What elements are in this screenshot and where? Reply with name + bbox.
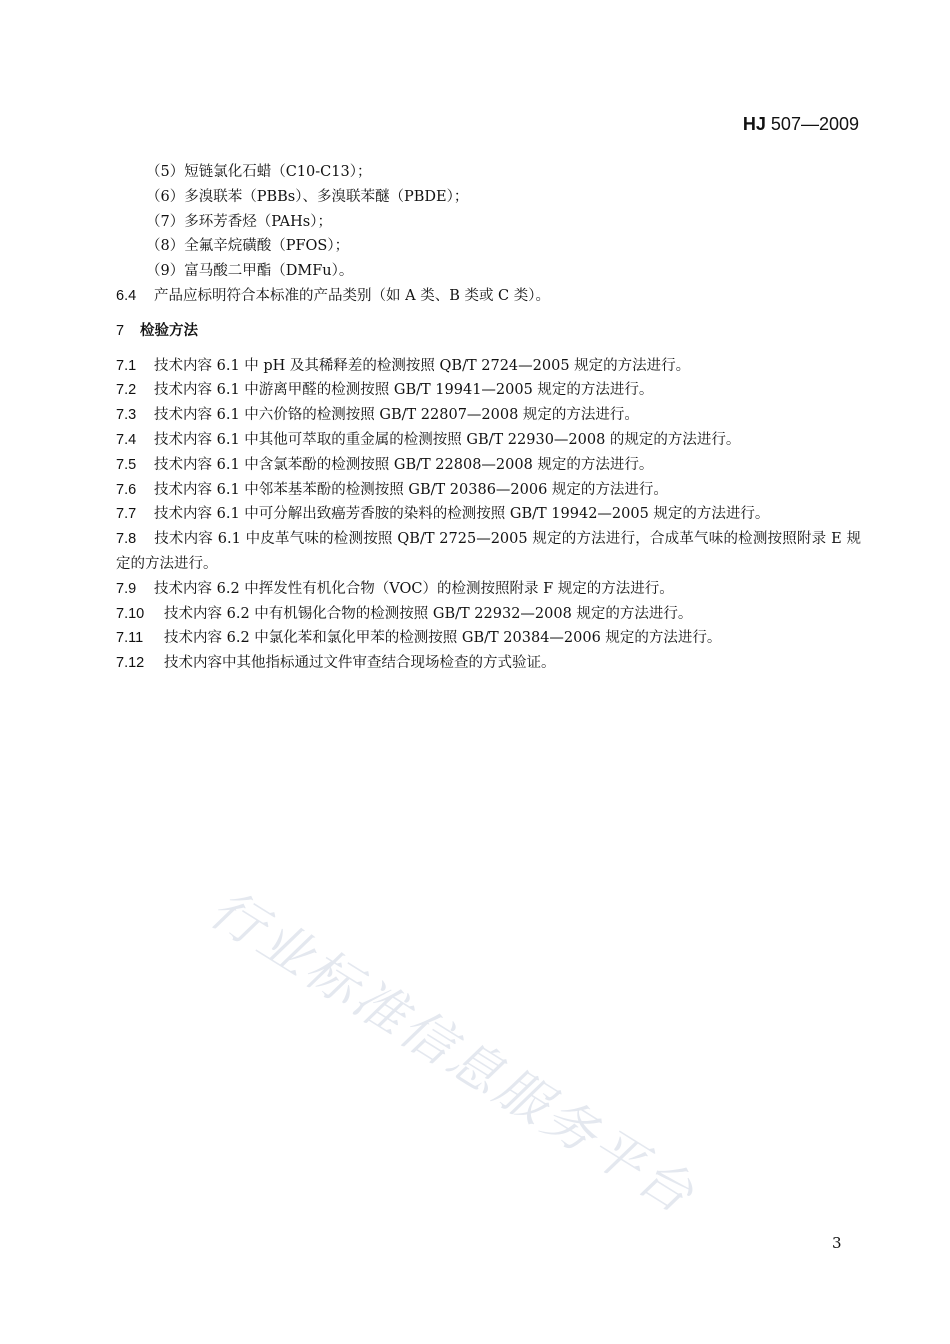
page-number: 3 [832, 1234, 842, 1252]
page-body [116, 160, 861, 676]
clause-7-8 [116, 527, 861, 577]
clause-6-4 [116, 284, 861, 309]
clause-7-11 [116, 626, 861, 651]
clause-number: 7.4 [116, 431, 137, 448]
list-item: （7）多环芳香烃（PAHs）； [146, 213, 332, 230]
clause-number: 7.2 [116, 382, 137, 399]
clause-number: 7.7 [116, 506, 137, 523]
watermark: 行业标准信息服务平台 [199, 879, 707, 1227]
document-code: HJ 507—2009 [742, 114, 859, 134]
clause-number: 7.9 [116, 580, 137, 597]
clause-number: 7.8 [116, 531, 137, 548]
clause-7-2 [116, 378, 861, 403]
list-item: （5）短链氯化石蜡（C10-C13）； [146, 164, 372, 180]
clause-7-7 [116, 502, 861, 527]
clause-text: 产品应标明符合本标准的产品类别（如 A 类、B 类或 C 类）。 [154, 287, 551, 304]
clause-7-4 [116, 428, 861, 453]
clause-text: 技术内容 6.1 中邻苯基苯酚的检测按照 GB/T 20386—2006 规定的方法进行。 [154, 481, 668, 498]
clause-number: 7.10 [116, 605, 145, 622]
list-item: （8）全氟辛烷磺酸（PFOS）； [146, 238, 350, 255]
list-item: （6）多溴联苯（PBBs）、多溴联苯醚（PBDE）； [146, 188, 469, 205]
clause-number: 7.3 [116, 407, 137, 424]
clause-number: 7.12 [116, 655, 145, 672]
clause-7-3 [116, 403, 861, 428]
clause-7-10 [116, 602, 861, 627]
clause-7-6 [116, 478, 861, 503]
clause-text: 技术内容 6.2 中挥发性有机化合物（VOC）的检测按照附录 F 规定的方法进行。 [154, 580, 674, 597]
clause-number: 7.5 [116, 456, 137, 473]
clause-text: 技术内容 6.1 中其他可萃取的重金属的检测按照 GB/T 22930—2008 的规定的方法进行。 [154, 431, 741, 448]
clause-number: 7.1 [116, 357, 137, 374]
clause-text: 技术内容 6.2 中氯化苯和氯化甲苯的检测按照 GB/T 20384—2006 规定的方法进行。 [164, 630, 722, 647]
clause-7-5 [116, 453, 861, 478]
clause-number: 7.11 [116, 630, 144, 647]
list-item: （9）富马酸二甲酯（DMFu）。 [146, 263, 354, 280]
clause-text: 技术内容 6.1 中皮革气味的检测按照 QB/T 2725—2005 规定的方法进行，合成革气味的检测按照附录 E 规定的方法进行。 [116, 531, 861, 572]
section-title: 检验方法 [140, 322, 198, 339]
clause-7-1 [116, 354, 861, 379]
clause-text: 技术内容 6.1 中含氯苯酚的检测按照 GB/T 22808—2008 规定的方法进行。 [154, 456, 654, 473]
clause-text: 技术内容 6.2 中有机锡化合物的检测按照 GB/T 22932—2008 规定的方法进行。 [164, 605, 693, 622]
clause-7-12 [116, 651, 861, 676]
section-number: 7 [116, 322, 125, 339]
clause-7-9 [116, 577, 861, 602]
clause-number: 6.4 [116, 287, 137, 304]
section-heading [116, 319, 861, 344]
clause-text: 技术内容 6.1 中游离甲醛的检测按照 GB/T 19941—2005 规定的方法进行。 [154, 382, 654, 399]
clause-number: 7.6 [116, 481, 137, 498]
clause-text: 技术内容 6.1 中六价铬的检测按照 GB/T 22807—2008 规定的方法进行。 [154, 407, 639, 424]
clause-text: 技术内容中其他指标通过文件审查结合现场检查的方式验证。 [164, 655, 556, 672]
clause-text: 技术内容 6.1 中 pH 及其稀释差的检测按照 QB/T 2724—2005 规定的方法进行。 [154, 357, 691, 374]
clause-text: 技术内容 6.1 中可分解出致癌芳香胺的染料的检测按照 GB/T 19942—2005 规定的方法进行。 [154, 506, 770, 523]
